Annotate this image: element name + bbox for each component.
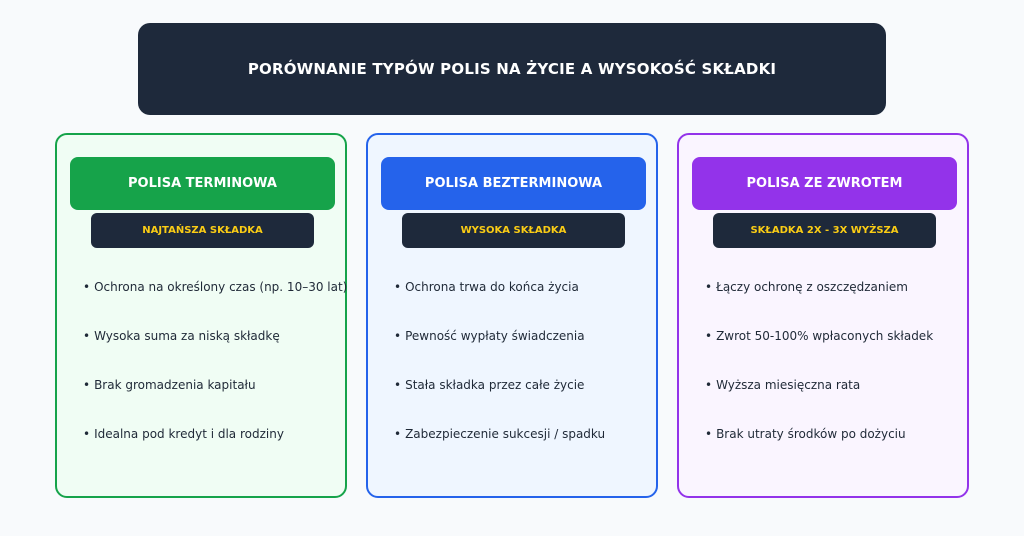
list-item — [83, 378, 347, 427]
bullet-icon: • — [83, 280, 91, 294]
list-item-text: Łączy ochronę z oszczędzaniem — [716, 280, 908, 294]
bullet-icon: • — [705, 329, 713, 343]
feature-list — [705, 280, 933, 476]
feature-list — [394, 280, 605, 476]
feature-list — [83, 280, 347, 476]
list-item — [394, 329, 605, 378]
list-item-text: Brak gromadzenia kapitału — [94, 378, 256, 392]
bullet-icon: • — [83, 329, 91, 343]
title-banner — [138, 23, 886, 115]
list-item-text: Wyższa miesięczna rata — [716, 378, 861, 392]
list-item-text: Brak utraty środków po dożyciu — [716, 427, 906, 441]
list-item-text: Zabezpieczenie sukcesji / spadku — [405, 427, 606, 441]
bullet-icon: • — [394, 378, 402, 392]
list-item — [83, 427, 347, 476]
card-heading: POLISA BEZTERMINOWA — [381, 157, 646, 210]
page-title: PORÓWNANIE TYPÓW POLIS NA ŻYCIE A WYSOKOŚĆ SKŁADKI — [247, 60, 777, 78]
premium-badge: SKŁADKA 2X - 3X WYŻSZA — [713, 213, 936, 248]
bullet-icon: • — [705, 378, 713, 392]
list-item-text: Wysoka suma za niską składkę — [94, 329, 280, 343]
list-item-text: Ochrona na określony czas (np. 10–30 lat) — [94, 280, 348, 294]
bullet-icon: • — [705, 427, 713, 441]
list-item — [83, 280, 347, 329]
list-item-text: Ochrona trwa do końca życia — [405, 280, 579, 294]
list-item — [83, 329, 347, 378]
list-item-text: Pewność wypłaty świadczenia — [405, 329, 585, 343]
list-item — [394, 427, 605, 476]
card-heading: POLISA TERMINOWA — [70, 157, 335, 210]
bullet-icon: • — [705, 280, 713, 294]
bullet-icon: • — [83, 427, 91, 441]
premium-badge: NAJTAŃSZA SKŁADKA — [91, 213, 314, 248]
list-item — [705, 427, 933, 476]
card-polisa-ze-zwrotem — [677, 133, 969, 498]
card-heading: POLISA ZE ZWROTEM — [692, 157, 957, 210]
bullet-icon: • — [394, 329, 402, 343]
list-item-text: Zwrot 50-100% wpłaconych składek — [716, 329, 934, 343]
bullet-icon: • — [394, 280, 402, 294]
card-polisa-bezterminowa — [366, 133, 658, 498]
list-item-text: Idealna pod kredyt i dla rodziny — [94, 427, 284, 441]
bullet-icon: • — [83, 378, 91, 392]
list-item — [705, 280, 933, 329]
list-item — [394, 378, 605, 427]
list-item — [705, 378, 933, 427]
card-polisa-terminowa — [55, 133, 347, 498]
premium-badge: WYSOKA SKŁADKA — [402, 213, 625, 248]
list-item — [394, 280, 605, 329]
list-item — [705, 329, 933, 378]
list-item-text: Stała składka przez całe życie — [405, 378, 585, 392]
bullet-icon: • — [394, 427, 402, 441]
